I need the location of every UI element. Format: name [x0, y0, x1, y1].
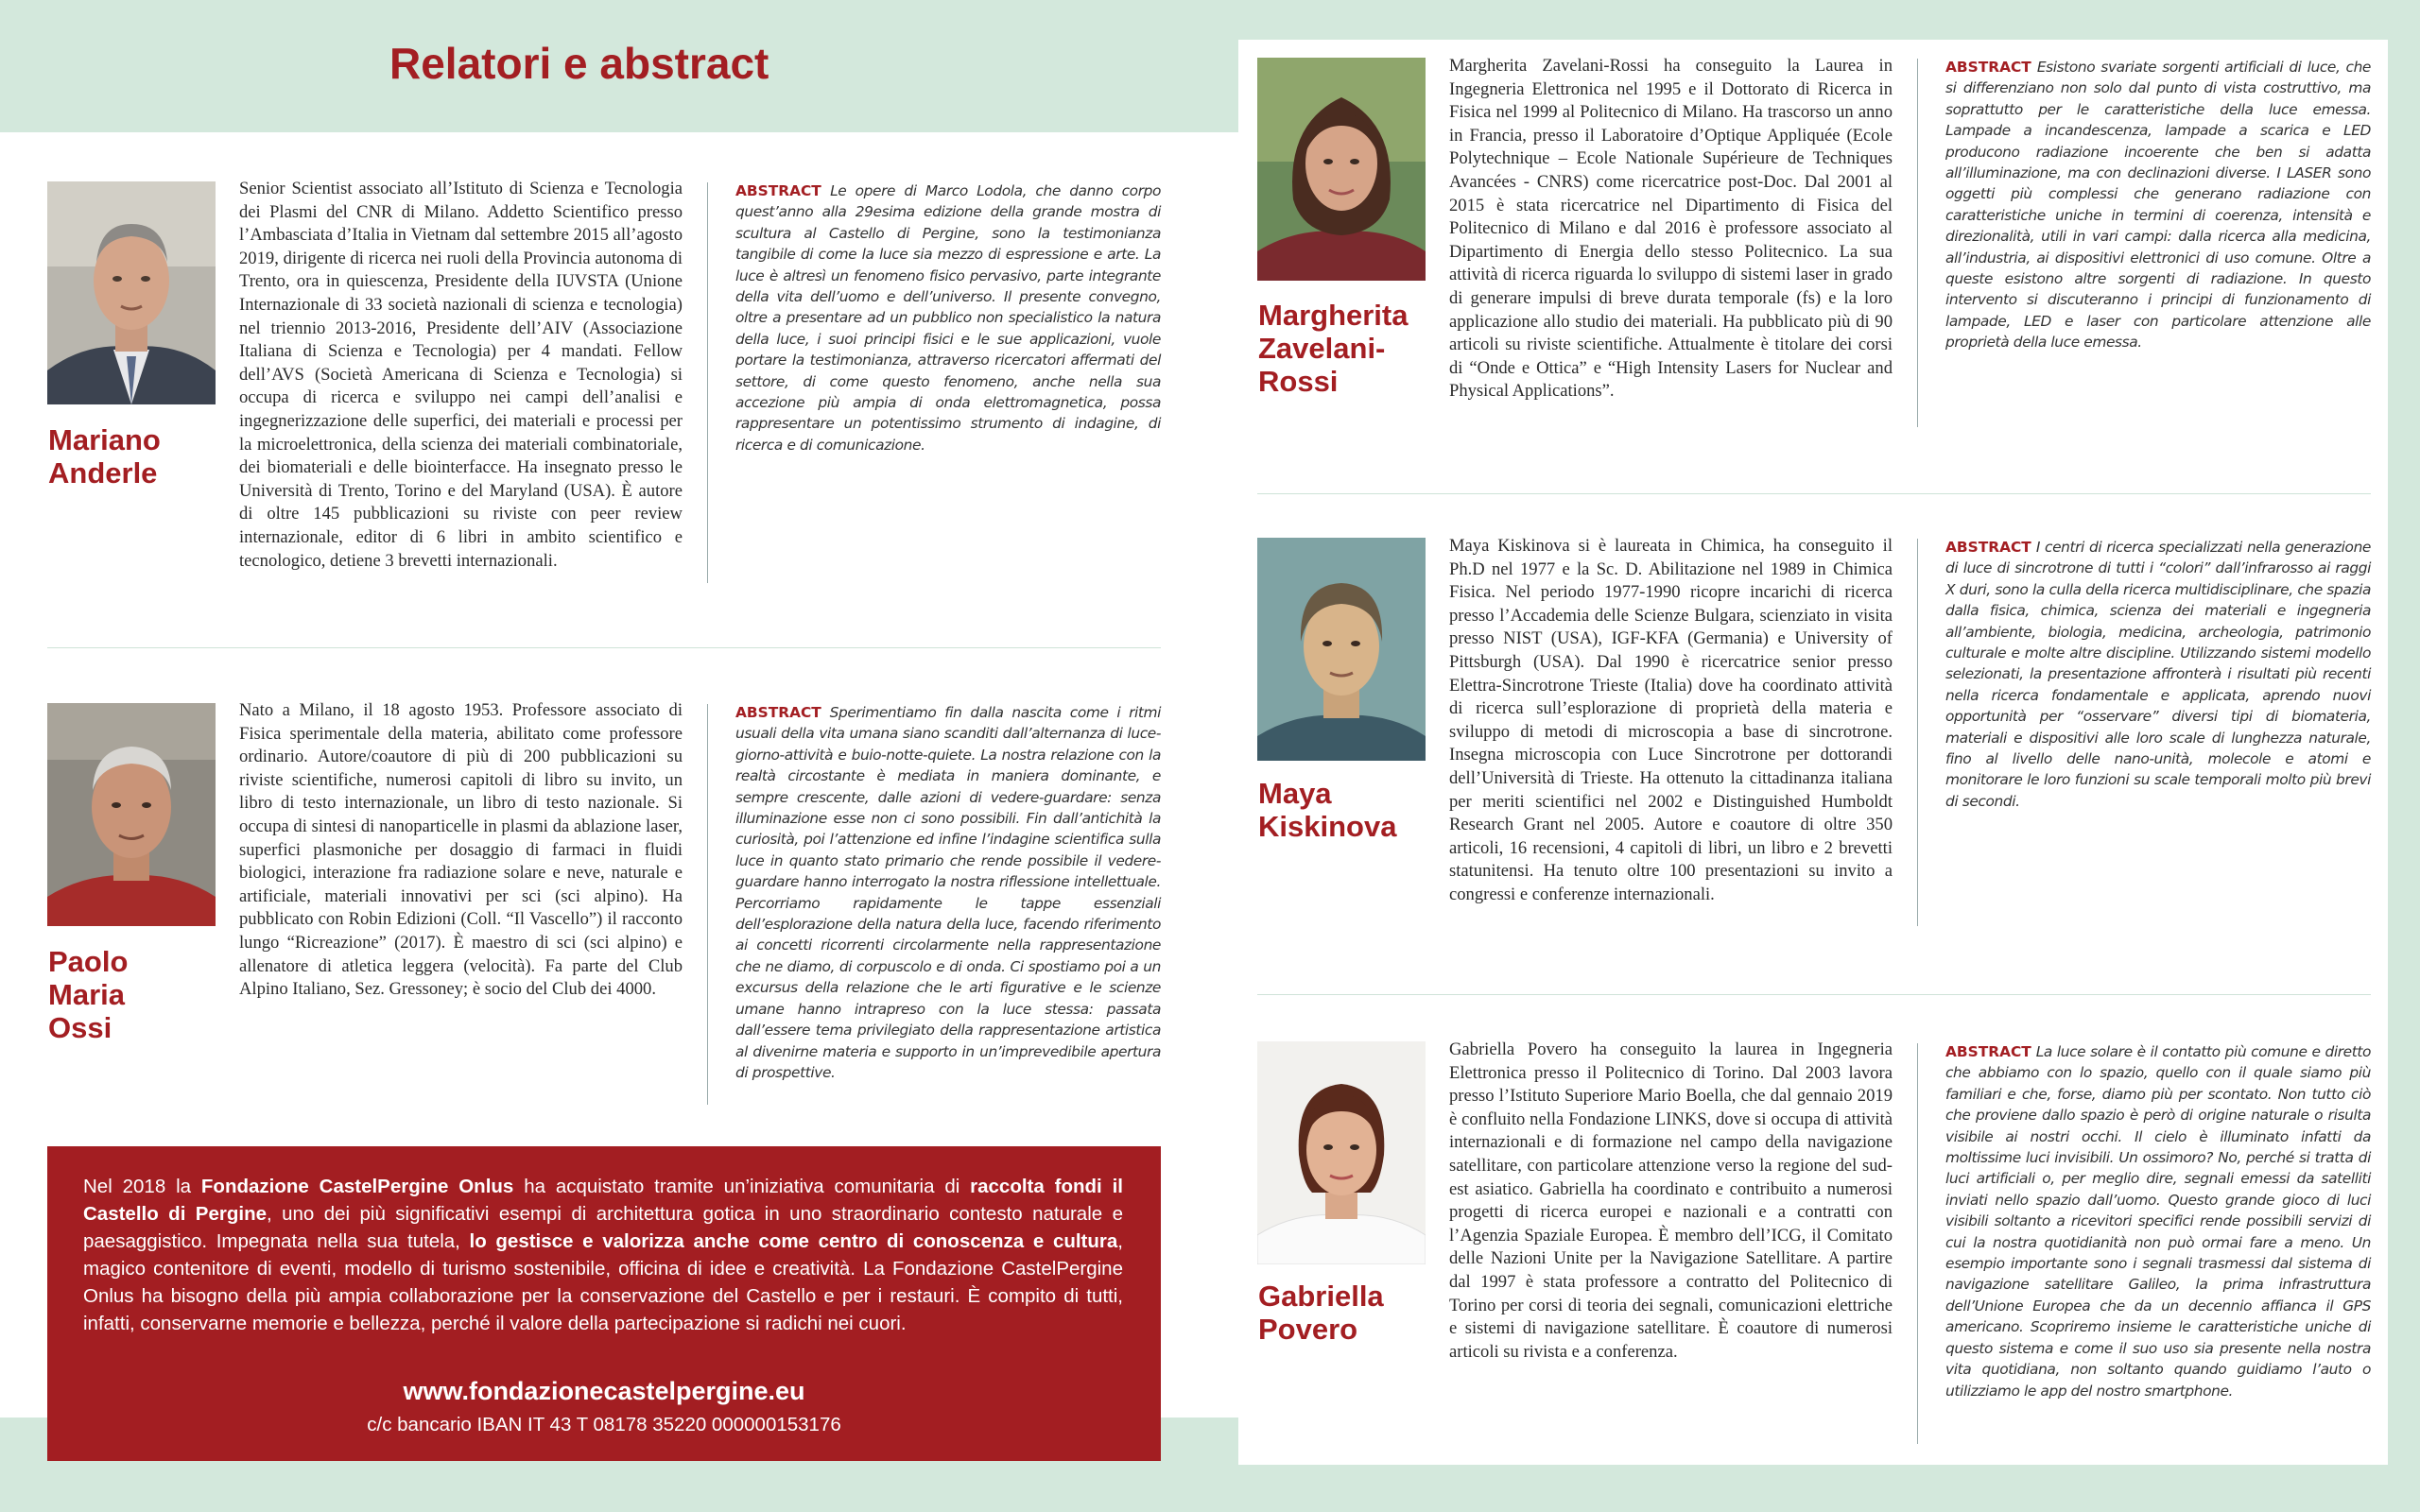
foundation-iban: c/c bancario IBAN IT 43 T 08178 35220 000000153176 [367, 1414, 841, 1435]
column-divider [707, 182, 708, 583]
speaker-bio-zavelani-rossi: Margherita Zavelani-Rossi ha conseguito la Laurea in Ingegneria Elettronica nel 1995 e il Dottorato di Ricerca in Fisica nel 1999 al Politecnico di Milano. Ha trascorso un anno in Francia, presso il Laboratoire d’Optique Appliquée (Ecole Polytechnique – Ecole Nationale Supérieure de Techniques Avancées - CNRS) come ricercatrice post-Doc. Dal 2001 al 2015 è stata ricercatrice nel Dipartimento di Fisica del Politecnico di Milano e dal 2016 è professore associato al Dipartimento di Energia dello stesso Politecnico. La sua attività di ricerca riguarda lo sviluppo di sistemi laser in grado di generare impulsi di breve durata temporale (fs) e la loro applicazione allo studio dei materiali. Ha pubblicato più di 90 articoli su riviste scientifiche. Attualmente è titolare dei corsi di “Onde e Ottica” e “High Intensity Lasers for Nuclear and Physical Applications”. [1449, 56, 1893, 402]
speaker-name-line: Ossi [48, 1011, 112, 1044]
abstract-label: ABSTRACT [735, 182, 821, 199]
speaker-name-line: Mariano [48, 423, 161, 456]
abstract-text: La luce solare è il contatto più comune e diretto che abbiamo con lo spazio, quello con il quale siamo più familiari e che, forse, diamo più per scontato. Non tutto ciò che proviene dallo spazio è però di origine naturale o risulta visibile ai nostri occhi. Il cielo è illuminato infatti da moltissime luci invisibili. Un ossimoro? No, perché si tratta di luci artificiali o, per meglio dire, segnali emessi da satelliti inviati nello spazio dall’uomo. Questo grande gioco di luci visibili soltanto a ricevitori specifici rende possibili servizi di cui la nostra quotidianità non può ormai fare a meno. Un esempio importante sono i segnali trasmessi dal sistema di navigazione satellitare Galileo, la prima infrastruttura dell’Unione Europea che da un decennio affianca il GPS americano. Scopriremo insieme le caratteristiche uniche di questo sistema e come il suo uso sia presente nella nostra vita quotidiana, non soltanto quando guidiamo l’auto o utilizziamo le app del nostro smartphone. [1945, 1043, 2371, 1400]
speaker-bio-povero: Gabriella Povero ha conseguito la laurea in Ingegneria Elettronica presso il Politecnico di Torino. Dal 2003 lavora presso l’Istituto Superiore Mario Boella, che dal gennaio 2019 è confluito nella Fondazione LINKS, dove si occupa di attività internazionali e di formazione nel campo della navigazione satellitare, con particolare attenzione verso la regione del sud-est asiatico. Gabriella ha coordinato e contribuito a numerosi progetti di ricerca europei e nazionali e a contratti con l’Agenzia Spaziale Europea. È membro dell’ICG, il Comitato delle Nazioni Unite per la Navigazione Satellitare. A partire dal 1997 è stata professore a contratto del Politecnico di Torino per corsi di teoria dei segnali, comunicazioni elettriche e sistemi di navigazione satellitare. È coautore di numerosi articoli su rivista e a conferenza. [1449, 1040, 1893, 1362]
foundation-text-part: Nel 2018 la [83, 1176, 201, 1197]
speaker-name-povero [1258, 1280, 1384, 1346]
section-divider [1257, 994, 2371, 995]
speaker-name-line: Anderle [48, 456, 158, 490]
foundation-text-part: ha acquistato tramite un’iniziativa comunitaria di [513, 1176, 971, 1197]
foundation-text-bold: raccolta fondi il Castello di Pergine [83, 1176, 1123, 1225]
foundation-website-link[interactable]: www.fondazionecastelpergine.eu [403, 1377, 805, 1405]
speaker-name-line: Maria [48, 978, 125, 1011]
speaker-abstract-zavelani-rossi [1945, 57, 2371, 353]
foundation-text-bold: Fondazione CastelPergine Onlus [200, 1176, 514, 1197]
speaker-name-line: Paolo [48, 945, 129, 978]
column-divider [1917, 1043, 1918, 1444]
speaker-photo-anderle [47, 181, 216, 404]
section-divider [47, 647, 1161, 648]
speaker-name-line: Rossi [1258, 365, 1339, 398]
speaker-photo-ossi [47, 703, 216, 926]
column-divider [1917, 539, 1918, 926]
column-divider [1917, 59, 1918, 427]
speaker-name-line: Povero [1258, 1313, 1358, 1346]
abstract-text: I centri di ricerca specializzati nella generazione di luce di sincrotrone di tutti i “colori” dall’infrarosso ai raggi X duri, sono la culla della ricerca multidisciplinare, che spazia dalla fisica, chimica, scienza dei materiali e ingegneria all’ambiente, biologia, medicina, archeologia, patrimonio culturale e molte altre discipline. Utilizzando sistemi modello selezionati, la presentazione affronterà i risultati più recenti nella ricerca fondamentale e applicata, aprendo nuovi opportunità per “osservare” diversi tipi di biomateria, materiali e dispositivi alle loro scale di lunghezza naturale, fino al livello delle nano-unità, molecole e atomi e monitorare le loro funzioni su scale temporali molto più brevi di secondi. [1945, 539, 2371, 810]
abstract-text: Sperimentiamo fin dalla nascita come i ritmi usuali della vita umana siano scanditi dall’alternanza di luce-giorno-attività e buio-notte-quiete. La nostra relazione con la realtà circostante è mediata in maniera dominante, e sempre crescente, dalle azioni di vedere-guardare: senza illuminazione esse non ci sono possibili. Fin dall’antichità la curiosità, poi l’attenzione ed infine l’indagine scientifica sulla luce in quanto stato primario che rende possibile il vedere-guardare hanno interrogato la nostra riflessione intellettuale. Percorriamo rapidamente le tappe essenziali dell’esplorazione della natura della luce, facendo riferimento ai concetti ricorrenti circolarmente nella rappresentazione che ne diamo, di corpuscolo e di onda. Ci spostiamo poi a un excursus della relazione che le arti figurative e le scienze umane hanno intrapreso con la luce stessa: passata dall’essere tema privilegiato della rappresentazione artistica al divenirne materia e supporto in un’imprevedibile apertura di prospettive. [735, 704, 1161, 1081]
speaker-abstract-ossi [735, 702, 1161, 1083]
speaker-name-line: Kiskinova [1258, 810, 1397, 843]
abstract-label: ABSTRACT [1945, 1043, 2031, 1060]
section-divider [1257, 493, 2371, 494]
foundation-text-bold: lo gestisce e valorizza anche come centro di conoscenza e cultura [469, 1230, 1118, 1252]
speaker-name-line: Gabriella [1258, 1280, 1384, 1313]
page-title: Relatori e abstract [389, 39, 769, 88]
speaker-name-ossi [48, 945, 128, 1044]
speaker-name-kiskinova [1258, 777, 1396, 843]
speaker-name-line: Zavelani- [1258, 332, 1386, 365]
speaker-photo-povero [1257, 1041, 1426, 1264]
speaker-bio-ossi: Nato a Milano, il 18 agosto 1953. Professore associato di Fisica sperimentale della materia, abilitato come professore ordinario. Autore/coautore di più di 200 pubblicazioni su riviste scientifiche, numerosi capitoli di libro su invito, un libro di testo internazionale, un libro di testo nazionale. Si occupa di sintesi di nanoparticelle in plasmi da ablazione laser, superfici plasmoniche per dosaggio di farmaci in fluidi biologici, interazione fra radiazione solare e neve, naturale e artificiale, materiali innovativi per sci (sci alpino). Ha pubblicato con Robin Edizioni (Coll. “Il Vascello”) il racconto lungo “Ricreazione” (2017). È maestro di sci (sci alpino) e allenatore di atletica leggera (velocità). Fa parte del Club Alpino Italiano, Sez. Gressoney; è socio del Club dei 4000. [239, 700, 683, 1000]
speaker-abstract-kiskinova [1945, 537, 2371, 812]
speaker-name-line: Margherita [1258, 299, 1409, 332]
speaker-photo-zavelani-rossi [1257, 58, 1426, 281]
speaker-name-zavelani-rossi [1258, 299, 1408, 398]
abstract-label: ABSTRACT [1945, 539, 2031, 556]
abstract-text: Esistono svariate sorgenti artificiali di luce, che si differenziano non solo dal punto di vista costruttivo, ma soprattutto per le caratteristiche della luce emessa. Lampade a incandescenza, lampade a scarica e LED producono radiazione incoerente che ben si adatta all’illuminazione, ma con declinazioni diverse. I LASER sono oggetti più complessi che generano radiazione con caratteristiche uniche in termini di coerenza, intensità e direzionalità, utili in vari campi: dalla ricerca alla medicina, all’industria, ai dispositivi elettronici di uso comune. Oltre a queste esistono altre sorgenti di radiazione. In questo intervento si discuteranno i principi di funzionamento di lampade, LED e laser con particolare attenzione alle proprietà della luce emessa. [1945, 59, 2371, 352]
speaker-bio-anderle: Senior Scientist associato all’Istituto di Scienza e Tecnologia dei Plasmi del CNR di Milano. Addetto Scientifico presso l’Ambasciata d’Italia in Vietnam dal settembre 2015 all’agosto 2019, dirigente di ricerca nei ruoli della Provincia autonoma di Trento, ora in quiescenza, Presidente della IUVSTA (Unione Internazionale di 33 società nazionali di scienza e tecnologia) nel triennio 2013-2016, Presidente dell’AIV (Associazione Italiana di Scienza e Tecnologia) per 4 mandati. Fellow dell’AVS (Società Americana di Scienza e Tecnologia) si occupa di ricerca e sviluppo nei campi dell’analisi e ingegnerizzazione delle superfici, dei materiali e processi per la microelettronica, della scienza dei materiali combinatoriale, dei biomateriali e delle biointerfacce. Ha insegnato presso le Università di Trento, Torino e del Maryland (USA). È autore di oltre 145 pubblicazioni su riviste con peer review internazionale, editor di 6 libri in ambito scientifico e tecnologico, detiene 3 brevetti internazionali. [239, 179, 683, 571]
abstract-text: Le opere di Marco Lodola, che danno corpo quest’anno alla 29esima edizione della grande mostra di scultura al Castello di Pergine, sono la testimonianza tangibile di come la luce sia mezzo di espressione e arte. La luce è altresì un fenomeno fisico pervasivo, parte integrante della vita dell’uomo e dell’universo. Il presente convegno, oltre a presentare ad un pubblico non specialistico la natura della luce, i suoi principi fisici e le sue applicazioni, vuole portare la testimonianza, attraverso ricercatori affermati del settore, di come questo fenomeno, anche nella sua accezione più ampia di onda elettromagnetica, possa rappresentare un potentissimo strumento di indagine, di ricerca e di comunicazione. [735, 182, 1162, 454]
foundation-text [83, 1173, 1123, 1337]
speaker-photo-kiskinova [1257, 538, 1426, 761]
foundation-text-part: , magico contenitore di eventi, modello di turismo sostenibile, officina di idee e creatività. La Fondazione CastelPergine Onlus ha bisogno della più ampia collaborazione per la conservazione del Castello e per i restauri. È compito di tutti, infatti, conservarne memorie e bellezza, perché il valore della partecipazione si radichi nei cuori. [83, 1230, 1123, 1334]
abstract-label: ABSTRACT [1945, 59, 2031, 76]
speaker-abstract-povero [1945, 1041, 2371, 1401]
foundation-text-part: , uno dei più significativi esempi di architettura gotica in uno straordinario contesto naturale e paesaggistico. Impegnata nella sua tutela, [83, 1203, 1123, 1252]
abstract-label: ABSTRACT [735, 704, 821, 721]
column-divider [707, 704, 708, 1105]
speaker-name-anderle [48, 423, 161, 490]
speaker-bio-kiskinova: Maya Kiskinova si è laureata in Chimica, ha conseguito il Ph.D nel 1977 e la Sc. D. Abilitazione nel 1989 in Chimica Fisica. Nel periodo 1977-1990 ricopre incarichi di ricerca presso l’Accademia delle Scienze Bulgara, scienziato in visita presso NIST (USA), IGF-KFA (Germania) e University of Pittsburgh (USA). Dal 1990 è ricercatrice senior presso Elettra-Sincrotrone Trieste (Italia) dove ha coordinato attività di ricerca sull’esplorazione di proprietà della materia e sviluppo di metodi di microscopia a base di sincrotrone. Insegna microscopia con Luce Sincrotrone per dottorandi dell’Università di Trieste. Ha ottenuto la cittadinanza italiana per meriti scientifici nel 2002 e Distinguished Humboldt Research Grant nel 2005. Autore e coautore di oltre 350 articoli, 16 recensioni, 4 capitoli di libri, un libro e 2 brevetti statunitensi. Ha tenuto oltre 100 presentazioni su invito a congressi e conferenze internazionali. [1449, 536, 1893, 904]
speaker-name-line: Maya [1258, 777, 1332, 810]
speaker-abstract-anderle [735, 180, 1161, 455]
foundation-box [47, 1146, 1161, 1461]
